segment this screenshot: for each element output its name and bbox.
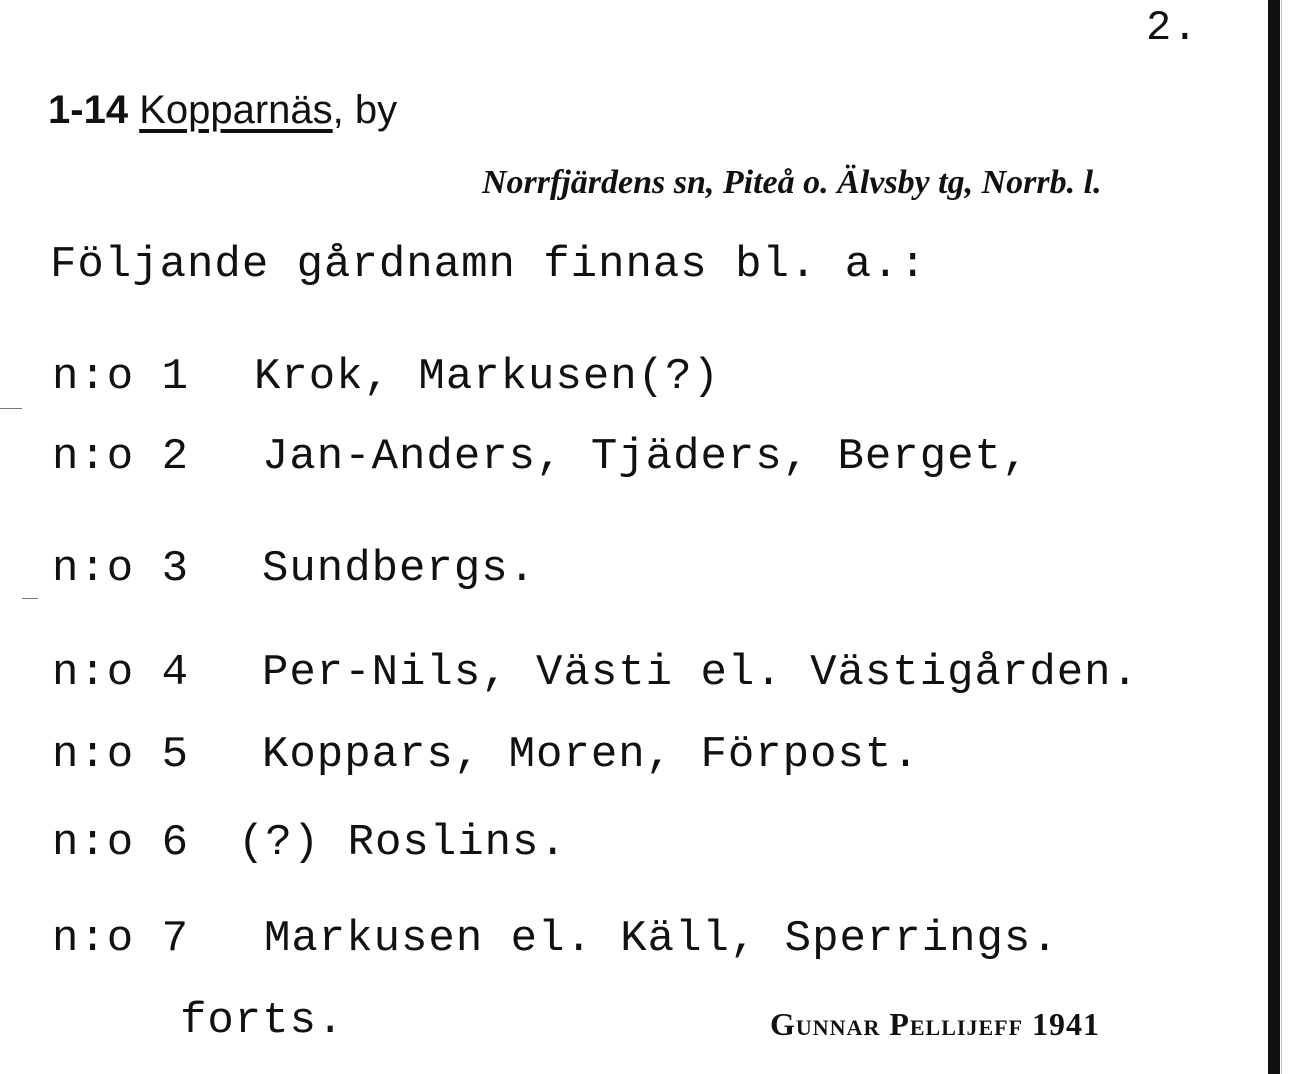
intro-text: Följande gårdnamn finnas bl. a.: [50, 240, 927, 290]
scan-mark [0, 408, 22, 409]
page-number: 2. [1146, 4, 1199, 52]
place-type: , by [332, 88, 398, 132]
entry-number: n:o 4 [52, 648, 190, 698]
farm-names: Markusen el. Käll, Sperrings. [264, 914, 1059, 964]
entry-number: n:o 3 [52, 544, 190, 594]
farm-names: Jan-Anders, Tjäders, Berget, [262, 432, 1030, 482]
card-header [48, 88, 397, 133]
continued-note: forts. [180, 996, 345, 1046]
parish-line: Norrfjärdens sn, Piteå o. Älvsby tg, Norrb. l. [482, 164, 1102, 201]
entry-number: n:o 2 [52, 432, 190, 482]
card-edge-shadow [1281, 0, 1282, 1074]
farm-names: Per-Nils, Västi el. Västigården. [262, 648, 1139, 698]
farm-names: (?) Roslins. [238, 818, 567, 868]
place-name: Kopparnäs [139, 88, 333, 132]
entry-number: n:o 5 [52, 730, 190, 780]
entry-number: n:o 7 [52, 914, 190, 964]
entry-number: n:o 1 [52, 352, 190, 402]
farm-names: Krok, Markusen(?) [254, 352, 720, 402]
card-edge [1268, 0, 1280, 1074]
author-signature: Gunnar Pellijeff 1941 [770, 1006, 1101, 1042]
scan-mark [22, 598, 38, 599]
farm-names: Koppars, Moren, Förpost. [262, 730, 920, 780]
entry-number: n:o 6 [52, 818, 190, 868]
entry-code: 1-14 [48, 88, 129, 132]
farm-names: Sundbergs. [262, 544, 537, 594]
